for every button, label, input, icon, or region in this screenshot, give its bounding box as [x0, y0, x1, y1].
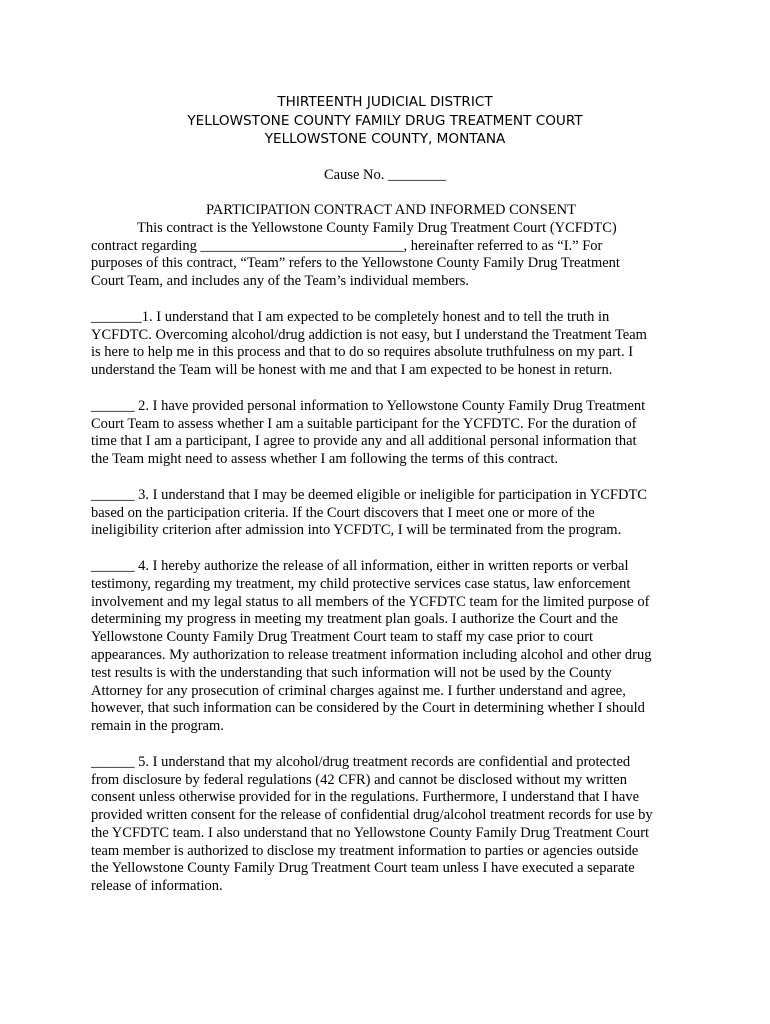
clause-line: determining my progress in meeting my treatment plan goals. I authorize the Court and the — [91, 611, 619, 628]
clause-line: the Team might need to assess whether I am following the terms of this contract. — [91, 451, 559, 468]
intro-paragraph — [91, 220, 691, 291]
clause-line: time that I am a participant, I agree to provide any and all additional personal information that — [91, 433, 637, 450]
intro-line: purposes of this contract, “Team” refers to the Yellowstone County Family Drug Treatment — [91, 255, 620, 272]
clause-line: YCFDTC. Overcoming alcohol/drug addiction is not easy, but I understand the Treatment Team — [91, 326, 647, 343]
clause-line: release of information. — [91, 878, 223, 895]
clause-line: remain in the program. — [91, 718, 224, 735]
clause-line: ineligibility criterion after admission into YCFDTC, I will be terminated from the program. — [91, 522, 622, 539]
clause-line: the YCFDTC team. I also understand that no Yellowstone County Family Drug Treatment Court — [91, 824, 650, 841]
clause-line: Yellowstone County Family Drug Treatment Court team to staff my case prior to court — [91, 629, 594, 646]
intro-line: This contract is the Yellowstone County Family Drug Treatment Court (YCFDTC) — [137, 219, 617, 236]
clause-line: testimony, regarding my treatment, my child protective services case status, law enforcement — [91, 575, 631, 592]
clause-2 — [91, 398, 691, 469]
contract-body — [91, 202, 691, 896]
clause-line: Attorney for any prosecution of criminal charges against me. I further understand and agree, — [91, 682, 626, 699]
clause-line: ______ 5. I understand that my alcohol/drug treatment records are confidential and protected — [91, 753, 631, 770]
header-court: YELLOWSTONE COUNTY FAMILY DRUG TREATMENT COURT — [187, 112, 583, 129]
clause-line: ______ 3. I understand that I may be deemed eligible or ineligible for participation in YCFDTC — [91, 486, 647, 503]
clause-line: ______ 2. I have provided personal information to Yellowstone County Family Drug Treatment — [91, 397, 646, 414]
header-county: YELLOWSTONE COUNTY, MONTANA — [264, 131, 506, 147]
clause-3 — [91, 487, 691, 540]
intro-line: Court Team, and includes any of the Team’s individual members. — [91, 273, 469, 290]
clause-1 — [91, 309, 691, 380]
clause-5 — [91, 754, 691, 896]
clause-line: Court Team to assess whether I am a suitable participant for the YCFDTC. For the duration of — [91, 415, 637, 432]
cause-number: Cause No. ________ — [323, 167, 447, 183]
clause-line: however, that such information can be considered by the Court in determining whether I should — [91, 700, 645, 717]
clause-line: understand the Team will be honest with me and that I am expected to be honest in return. — [91, 362, 613, 379]
clause-line: team member is authorized to disclose my treatment information to parties or agencies outside — [91, 842, 639, 859]
clause-line: involvement and my legal status to all members of the YCFDTC team for the limited purpose of — [91, 593, 650, 610]
intro-line: contract regarding ____________________________, hereinafter referred to as “I.” For — [91, 237, 603, 254]
clause-line: _______1. I understand that I am expected to be completely honest and to tell the truth in — [91, 308, 610, 325]
clause-line: consent unless otherwise provided for in the regulations. Furthermore, I understand that I have — [91, 789, 640, 806]
clause-line: based on the participation criteria. If the Court discovers that I meet one or more of the — [91, 504, 595, 521]
clause-line: ______ 4. I hereby authorize the release of all information, either in written reports or verbal — [91, 557, 629, 574]
clause-line: is here to help me in this process and that to do so requires absolute truthfulness on my part. I — [91, 344, 634, 361]
clause-line: test results is with the understanding that such information will not be used by the County — [91, 664, 612, 681]
clause-line: from disclosure by federal regulations (42 CFR) and cannot be disclosed without my written — [91, 771, 627, 788]
header-district: THIRTEENTH JUDICIAL DISTRICT — [277, 94, 493, 110]
clause-4 — [91, 558, 691, 736]
clause-line: provided written consent for the release of confidential drug/alcohol treatment records for use by — [91, 807, 653, 824]
clause-line: appearances. My authorization to release treatment information including alcohol and other drug — [91, 646, 652, 663]
clause-line: the Yellowstone County Family Drug Treatment Court team unless I have executed a separate — [91, 860, 635, 877]
contract-title: PARTICIPATION CONTRACT AND INFORMED CONSENT — [205, 202, 576, 218]
court-header — [0, 93, 770, 149]
